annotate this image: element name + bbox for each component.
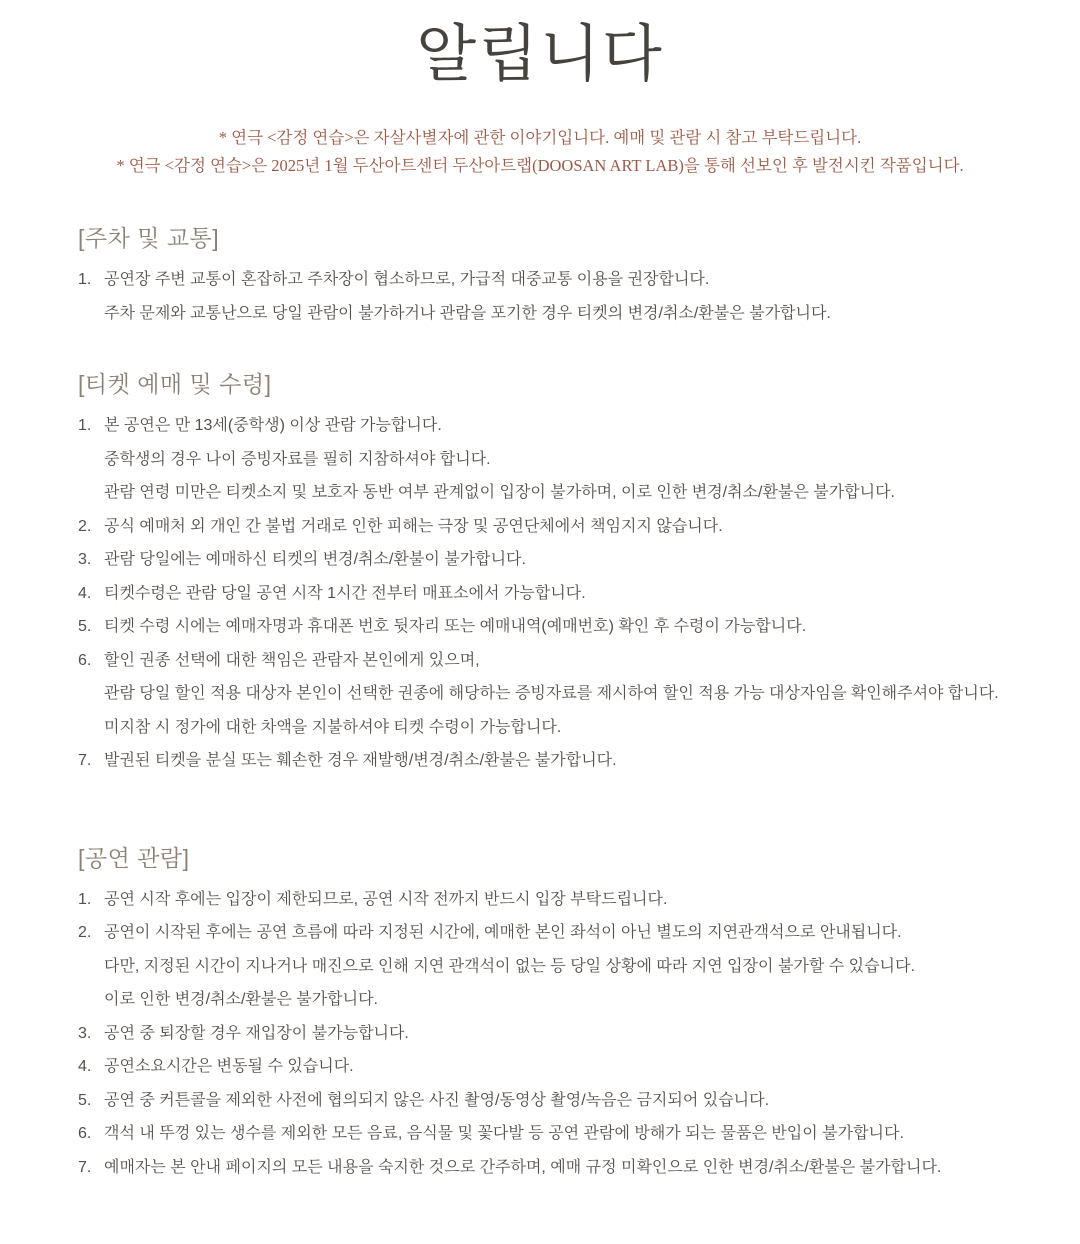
item-lines: [104, 543, 1052, 577]
list-item: [78, 577, 1052, 611]
section-heading: [공연 관람]: [78, 844, 190, 871]
list-item: [78, 644, 1052, 745]
intro-notice-line-2: * 연극 <감정 연습>은 2025년 1월 두산아트센터 두산아트랩(DOOSAN ART LAB)을 통해 선보인 후 발전시킨 작품입니다.: [116, 156, 964, 175]
item-lines: [104, 916, 1052, 1017]
item-number: 4.: [78, 1058, 92, 1075]
item-lines: [104, 263, 1052, 330]
notice-sections: [0, 220, 1080, 1184]
list-item: [78, 1151, 1052, 1185]
section-heading: [티켓 예매 및 수령]: [78, 371, 272, 397]
section-item-list: [78, 409, 1052, 778]
item-lines: [104, 409, 1052, 510]
list-item: [78, 883, 1052, 917]
item-line: 관람 당일에는 예매하신 티켓의 변경/취소/환불이 불가합니다.: [104, 551, 526, 568]
item-line: 예매자는 본 안내 페이지의 모든 내용을 숙지한 것으로 간주하며, 예매 규정 미확인으로 인한 변경/취소/환불은 불가합니다.: [104, 1158, 942, 1176]
item-line: 중학생의 경우 나이 증빙자료를 필히 지참하셔야 합니다.: [104, 450, 491, 468]
item-line: 공연 중 퇴장할 경우 재입장이 불가능합니다.: [104, 1024, 409, 1042]
item-lines: [104, 610, 1052, 644]
item-number: 2.: [78, 924, 92, 941]
item-lines: [104, 644, 1052, 745]
item-line: 공연 시작 후에는 입장이 제한되므로, 공연 시작 전까지 반드시 입장 부탁드립니다.: [104, 890, 668, 908]
item-line: 주차 문제와 교통난으로 당일 관람이 불가하거나 관람을 포기한 경우 티켓의 변경/취소/환불은 불가합니다.: [104, 304, 831, 322]
section-item-list: [78, 883, 1052, 1185]
list-item: [78, 543, 1052, 577]
item-line: 객석 내 뚜껑 있는 생수를 제외한 모든 음료, 음식물 및 꽃다발 등 공연 관람에 방해가 되는 물품은 반입이 불가합니다.: [104, 1125, 904, 1142]
item-line: 발권된 티켓을 분실 또는 훼손한 경우 재발행/변경/취소/환불은 불가합니다.: [104, 752, 617, 769]
item-number: 1.: [78, 890, 92, 908]
section-item-list: [78, 263, 1052, 330]
list-item: [78, 744, 1052, 778]
item-number: 1.: [78, 271, 92, 288]
section-ticket-booking-pickup: [78, 366, 1052, 778]
item-number: 4.: [78, 584, 92, 602]
item-line: 관람 당일 할인 적용 대상자 본인이 선택한 권종에 해당하는 증빙자료를 제시하여 할인 적용 가능 대상자임을 확인해주셔야 합니다.: [104, 685, 999, 702]
item-line: 본 공연은 만 13세(중학생) 이상 관람 가능합니다.: [104, 417, 442, 434]
item-lines: [104, 1117, 1052, 1151]
item-lines: [104, 1084, 1052, 1118]
page-title: 알립니다: [416, 21, 664, 89]
item-line: 미지참 시 정가에 대한 차액을 지불하셔야 티켓 수령이 가능합니다.: [104, 718, 562, 736]
item-number: 1.: [78, 417, 92, 434]
item-lines: [104, 577, 1052, 611]
list-item: [78, 610, 1052, 644]
intro-notices: [0, 124, 1080, 180]
item-line: 공연소요시간은 변동될 수 있습니다.: [104, 1058, 354, 1075]
list-item: [78, 916, 1052, 1017]
section-performance-viewing: [78, 840, 1052, 1185]
intro-notice-line-1: * 연극 <감정 연습>은 자살사별자에 관한 이야기입니다. 예매 및 관람 시 참고 부탁드립니다.: [218, 128, 862, 147]
item-number: 6.: [78, 651, 92, 669]
item-number: 5.: [78, 1091, 92, 1109]
item-line: 이로 인한 변경/취소/환불은 불가합니다.: [104, 991, 378, 1008]
item-line: 공식 예매처 외 개인 간 불법 거래로 인한 피해는 극장 및 공연단체에서 책임지지 않습니다.: [104, 517, 723, 535]
item-line: 할인 권종 선택에 대한 책임은 관람자 본인에게 있으며,: [104, 651, 480, 669]
list-item: [78, 510, 1052, 544]
item-number: 2.: [78, 517, 92, 535]
item-line: 관람 연령 미만은 티켓소지 및 보호자 동반 여부 관계없이 입장이 불가하며, 이로 인한 변경/취소/환불은 불가합니다.: [104, 484, 895, 501]
item-lines: [104, 1151, 1052, 1185]
item-lines: [104, 1017, 1052, 1051]
item-number: 6.: [78, 1125, 92, 1142]
list-item: [78, 1084, 1052, 1118]
item-line: 티켓수령은 관람 당일 공연 시작 1시간 전부터 매표소에서 가능합니다.: [104, 584, 586, 602]
item-lines: [104, 883, 1052, 917]
item-line: 공연이 시작된 후에는 공연 흐름에 따라 지정된 시간에, 예매한 본인 좌석이 아닌 별도의 지연관객석으로 안내됩니다.: [104, 924, 902, 941]
item-number: 3.: [78, 1024, 92, 1042]
item-line: 티켓 수령 시에는 예매자명과 휴대폰 번호 뒷자리 또는 예매내역(예매번호) 확인 후 수령이 가능합니다.: [104, 618, 807, 635]
item-line: 공연 중 커튼콜을 제외한 사전에 협의되지 않은 사진 촬영/동영상 촬영/녹음은 금지되어 있습니다.: [104, 1091, 770, 1109]
list-item: [78, 1017, 1052, 1051]
item-number: 3.: [78, 551, 92, 568]
item-number: 7.: [78, 1158, 92, 1176]
list-item: [78, 1117, 1052, 1151]
item-number: 5.: [78, 618, 92, 635]
item-lines: [104, 1050, 1052, 1084]
section-parking-traffic: [78, 220, 1052, 330]
list-item: [78, 263, 1052, 330]
section-heading: [주차 및 교통]: [78, 225, 220, 251]
item-number: 7.: [78, 752, 92, 769]
item-lines: [104, 744, 1052, 778]
item-line: 공연장 주변 교통이 혼잡하고 주차장이 협소하므로, 가급적 대중교통 이용을 권장합니다.: [104, 271, 710, 288]
item-line: 다만, 지정된 시간이 지나거나 매진으로 인해 지연 관객석이 없는 등 당일 상황에 따라 지연 입장이 불가할 수 있습니다.: [104, 957, 915, 975]
list-item: [78, 1050, 1052, 1084]
list-item: [78, 409, 1052, 510]
item-lines: [104, 510, 1052, 544]
